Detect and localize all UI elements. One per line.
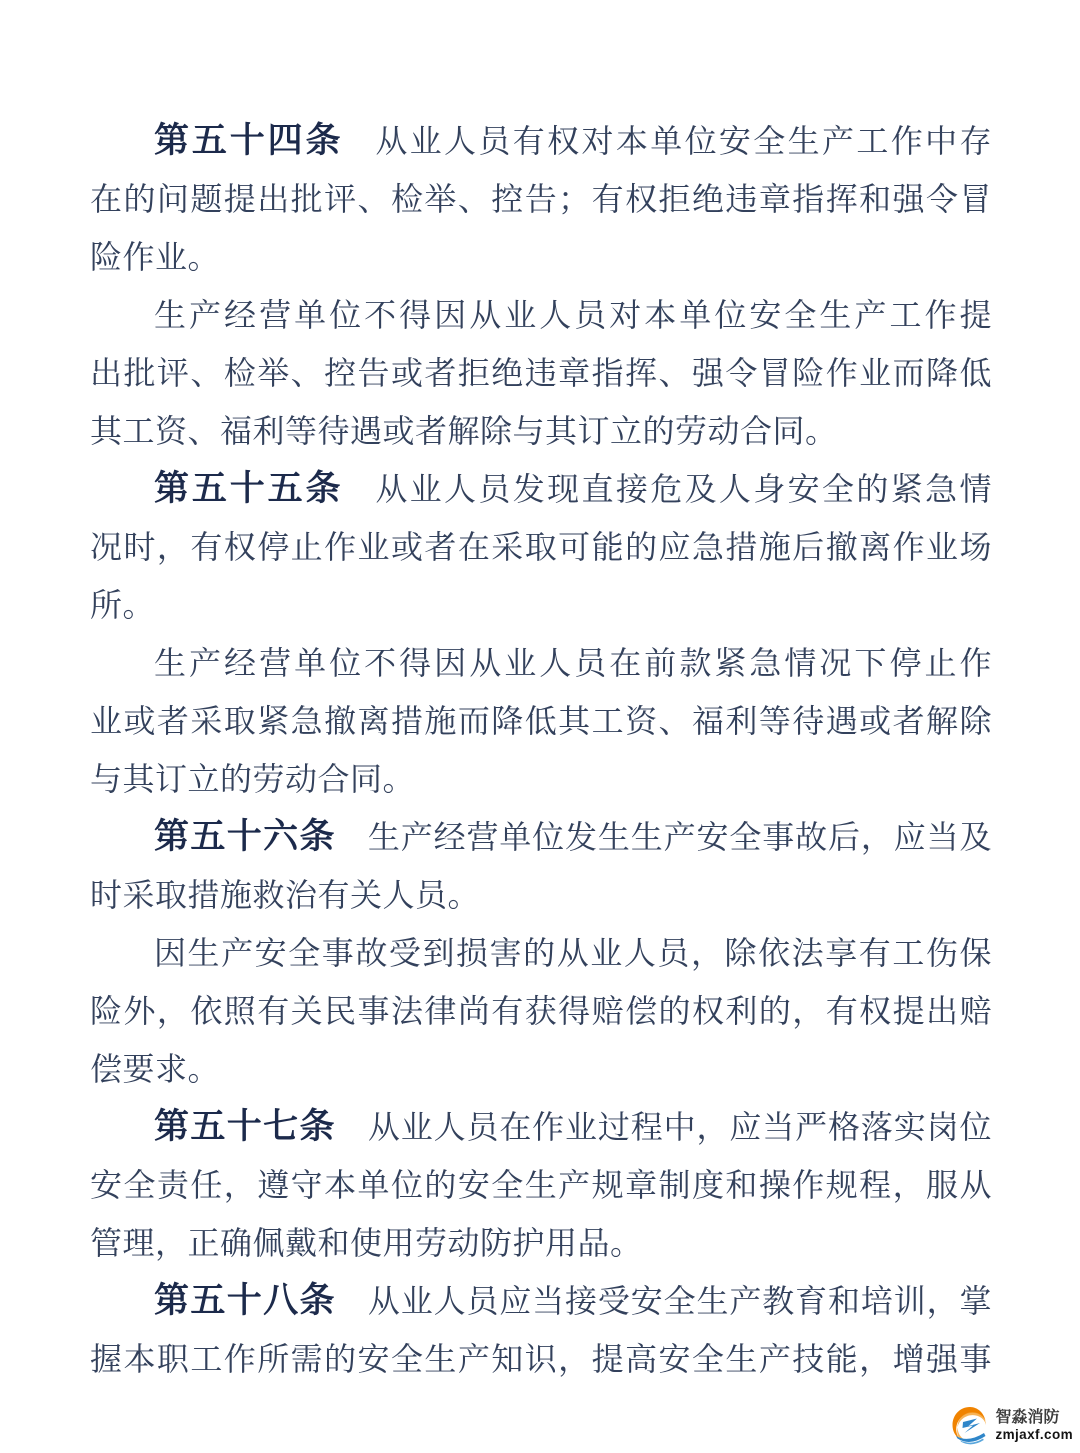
text-line: 偿要求。: [90, 1051, 221, 1087]
article-number: 第五十四条: [154, 121, 344, 160]
text-line: 时采取措施救治有关人员。: [90, 877, 481, 913]
watermark-text: [995, 1408, 1073, 1442]
article-number: 第五十六条: [154, 817, 336, 856]
text-line: 生产经营单位不得因从业人员对本单位安全生产工作提: [154, 297, 992, 333]
text-line: 第五十七条 从业人员在作业过程中，应当严格落实岗位: [154, 1107, 992, 1146]
text-line: 因生产安全事故受到损害的从业人员，除依法享有工伤保: [154, 935, 992, 971]
text-line: 险作业。: [90, 239, 221, 275]
text-line: 第五十八条 从业人员应当接受安全生产教育和培训，掌: [154, 1281, 992, 1320]
article-number: 第五十五条: [154, 469, 344, 508]
text-line: 第五十四条 从业人员有权对本单位安全生产工作中存: [154, 121, 992, 160]
text-line: 出批评、检举、控告或者拒绝违章指挥、强令冒险作业而降低: [90, 355, 992, 391]
text-line: 险外，依照有关民事法律尚有获得赔偿的权利的，有权提出赔: [90, 993, 992, 1029]
watermark-brand: 智淼消防: [995, 1409, 1060, 1426]
text-line: 其工资、福利等待遇或者解除与其订立的劳动合同。: [90, 413, 838, 449]
text-line: 所。: [90, 587, 156, 623]
text-line: 生产经营单位不得因从业人员在前款紧急情况下停止作: [154, 645, 992, 681]
zhimiao-logo-icon: [950, 1405, 990, 1445]
text-line: 与其订立的劳动合同。: [90, 761, 416, 797]
text-line: 在的问题提出批评、检举、控告；有权拒绝违章指挥和强令冒: [90, 181, 992, 217]
text-line: 况时，有权停止作业或者在采取可能的应急措施后撤离作业场: [90, 529, 992, 565]
text-line: 第五十六条 生产经营单位发生生产安全事故后，应当及: [154, 817, 992, 856]
text-line: 管理，正确佩戴和使用劳动防护用品。: [90, 1225, 643, 1261]
text-line: 安全责任，遵守本单位的安全生产规章制度和操作规程，服从: [90, 1167, 992, 1203]
article-number: 第五十八条: [154, 1281, 336, 1320]
text-line: 第五十五条 从业人员发现直接危及人身安全的紧急情: [154, 469, 992, 508]
document-body: [90, 112, 992, 1388]
watermark: [948, 1404, 1075, 1446]
article-number: 第五十七条: [154, 1107, 336, 1146]
text-line: 业或者采取紧急撤离措施而降低其工资、福利等待遇或者解除: [90, 703, 992, 739]
text-line: 握本职工作所需的安全生产知识，提高安全生产技能，增强事: [90, 1341, 992, 1377]
watermark-domain: zmjaxf.com: [995, 1427, 1073, 1442]
